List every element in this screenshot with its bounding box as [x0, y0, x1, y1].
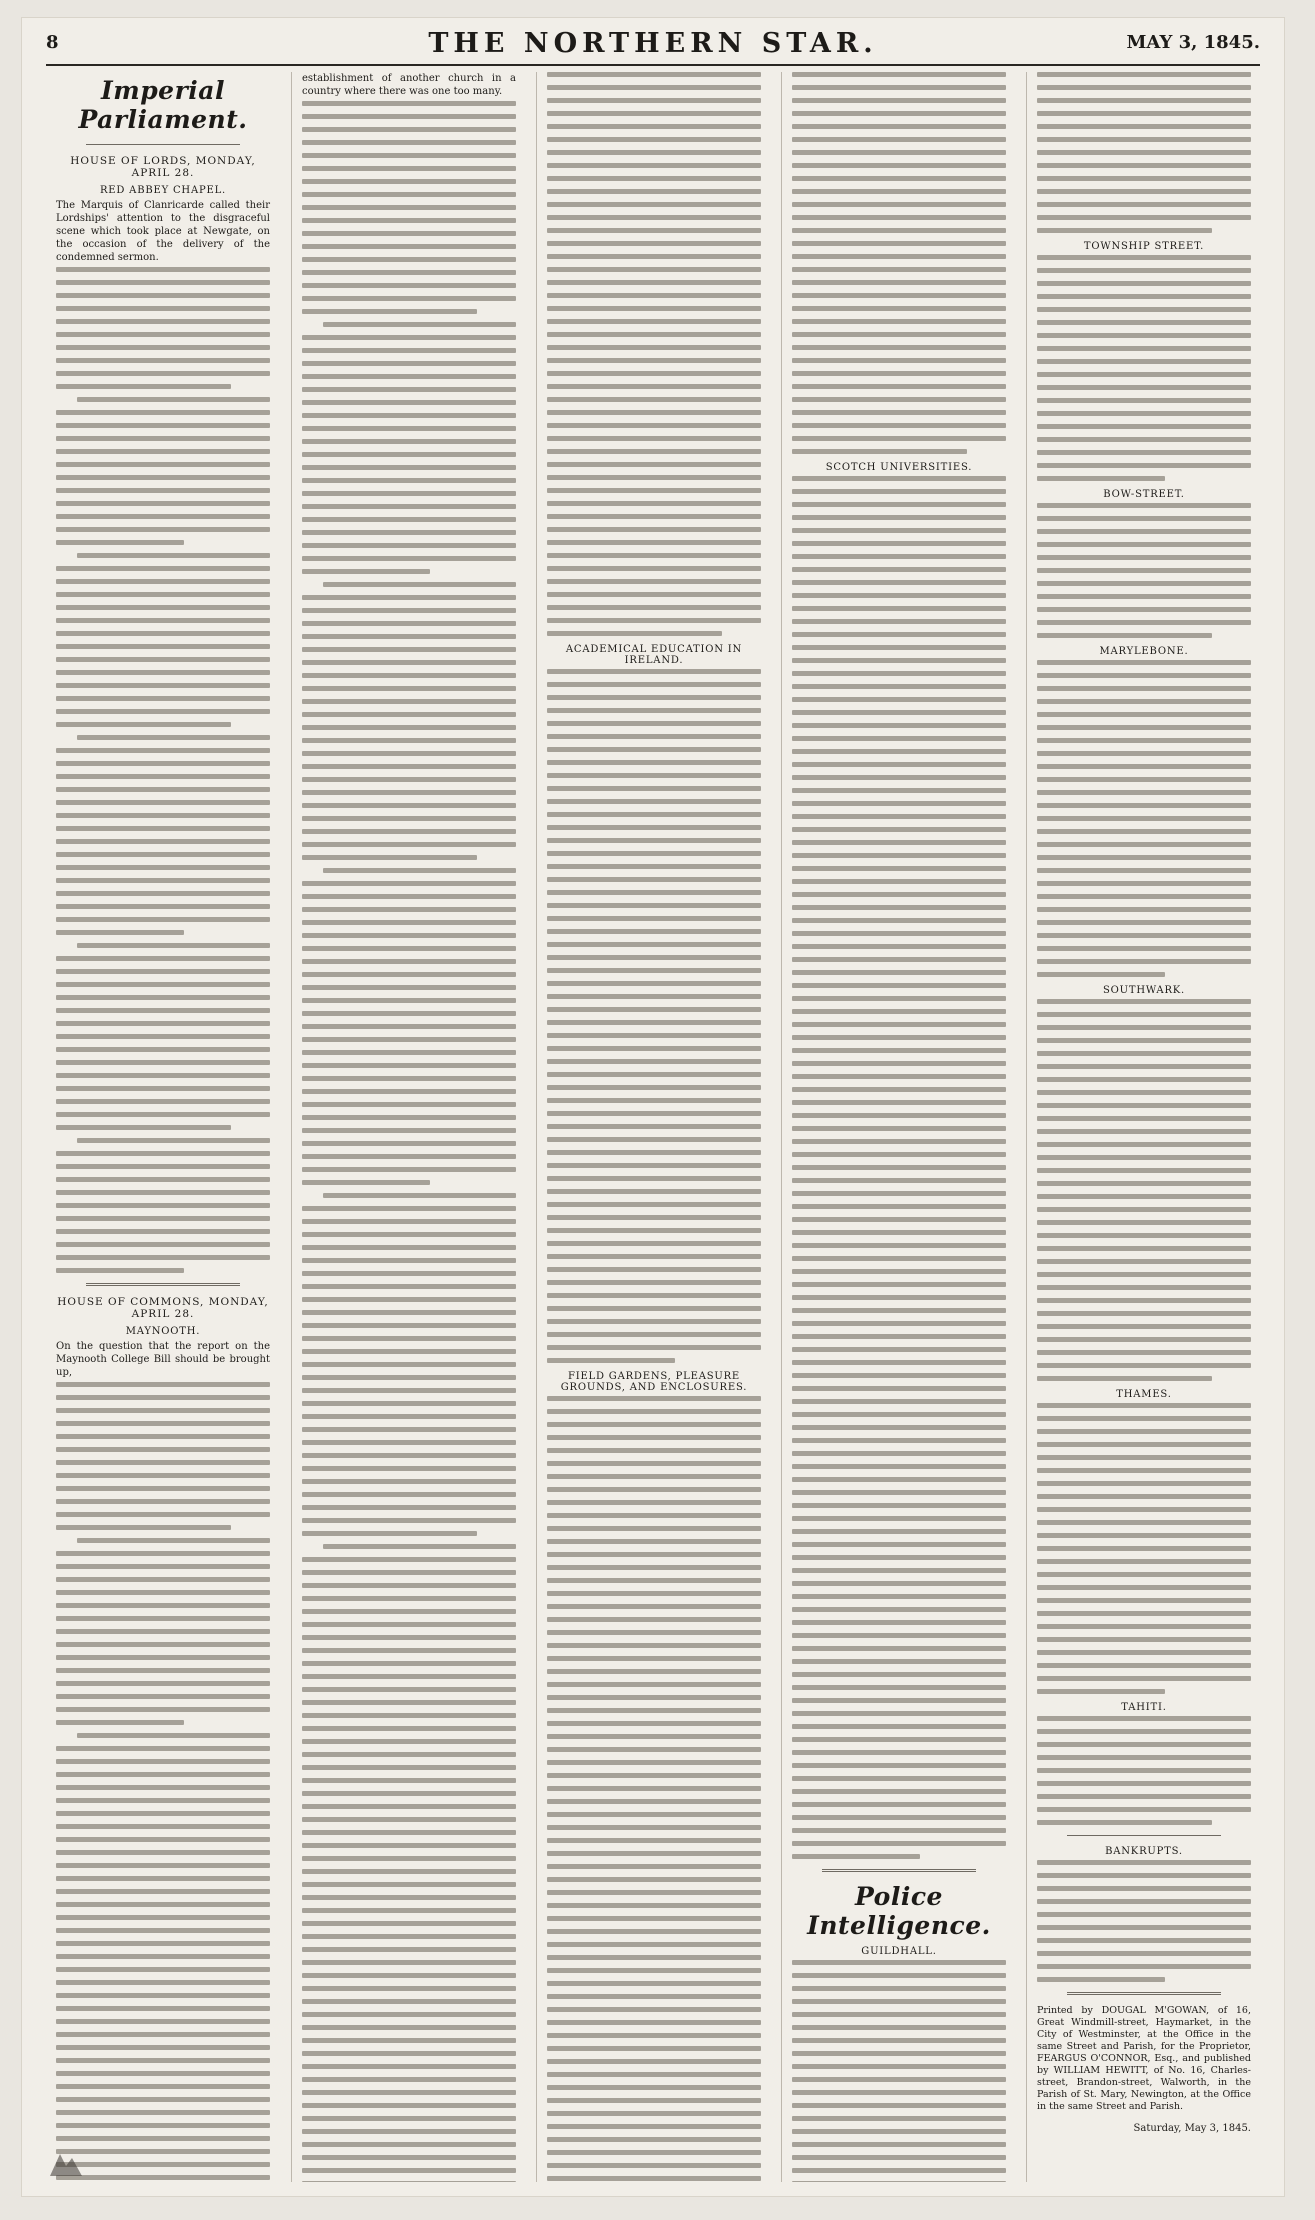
house-of-commons-heading: HOUSE OF COMMONS, MONDAY, APRIL 28. [57, 1296, 269, 1320]
heading-southwark: SOUTHWARK. [1102, 985, 1186, 996]
divider [86, 1283, 240, 1286]
article-body-commons [56, 1382, 270, 2182]
divider [86, 144, 240, 145]
heading-academical-education: ACADEMICAL EDUCATION IN IRELAND. [565, 644, 743, 666]
column-4 [781, 72, 1014, 2182]
heading-guildhall: GUILDHALL. [861, 1946, 937, 1957]
article-body-4 [1037, 660, 1251, 977]
sub-heading-maynooth: MAYNOOTH. [125, 1326, 201, 1337]
heading-scotch-universities: SCOTCH UNIVERSITIES. [825, 462, 973, 473]
page-number: 8 [46, 32, 59, 53]
column-5 [1026, 72, 1259, 2182]
columns [46, 72, 1260, 2182]
newspaper-page [22, 18, 1284, 2196]
masthead [46, 24, 1260, 66]
article-body-mid [547, 669, 761, 1363]
article-body-3 [1037, 503, 1251, 638]
article-body-top [547, 72, 761, 636]
divider [1067, 1992, 1221, 1995]
heading-tahiti: TAHITI. [1121, 1702, 1167, 1713]
printer-imprint: Printed by DOUGAL M'GOWAN, of 16, Great Windmill-street, Haymarket, in the City of Westminster, at the Office in the same Street and Parish, for the Proprietor, FEARGUS O'CONNOR, Esq., and published by WILLIAM HEWITT, of No. 16, Charles-street, Brandon-street, Walworth, in the Parish of St. Mary, Newington, at the Office in the same Street and Parish. [1037, 2005, 1251, 2112]
column-1 [46, 72, 278, 2182]
article-body-6 [1037, 1403, 1251, 1694]
section-title-police: Police Intelligence. [807, 1882, 991, 1940]
divider [1067, 1835, 1221, 1836]
paper-title: THE NORTHERN STAR. [428, 28, 878, 59]
sub-heading: RED ABBEY CHAPEL. [99, 185, 227, 196]
heading-thames: THAMES. [1116, 1389, 1172, 1400]
imprint-date: Saturday, May 3, 1845. [1133, 2122, 1251, 2134]
article-body-mid [792, 476, 1006, 1859]
heading-marylebone: MARYLEBONE. [1099, 646, 1189, 657]
article-lead: The Marquis of Clanricarde called their Lordships' attention to the disgraceful scene which took place at Newgate, on the occasion of the delivery of the condemned sermon. [56, 200, 270, 263]
article-body-top [792, 72, 1006, 454]
article-body-lords [56, 267, 270, 1273]
house-of-lords-heading: HOUSE OF LORDS, MONDAY, APRIL 28. [70, 155, 256, 179]
article-lead-commons: On the question that the report on the Maynooth College Bill should be brought up, [56, 1341, 270, 1378]
article-body-5 [1037, 999, 1251, 1381]
article-body-7 [1037, 1716, 1251, 1825]
article-body [302, 101, 516, 2182]
issue-date: MAY 3, 1845. [1126, 32, 1260, 53]
column-2 [291, 72, 524, 2182]
heading-bankrupts: BANKRUPTS. [1105, 1846, 1183, 1857]
article-body-bottom [547, 1396, 761, 2182]
divider [822, 1869, 976, 1872]
article-body-2 [1037, 255, 1251, 481]
heading-township-street: TOWNSHIP STREET. [1083, 241, 1205, 252]
heading-bow-street: BOW-STREET. [1103, 489, 1185, 500]
article-body-bottom [792, 1960, 1006, 2182]
bankrupts-list [1037, 1860, 1251, 1982]
article-lead: establishment of another church in a country where there was one too many. [302, 73, 516, 97]
article-body-1 [1037, 72, 1251, 233]
corner-mark-icon [46, 2148, 86, 2178]
column-3 [536, 72, 769, 2182]
section-title-parliament: Imperial Parliament. [78, 76, 248, 134]
heading-field-gardens: FIELD GARDENS, PLEASURE GROUNDS, AND ENCLOSURES. [560, 1371, 748, 1393]
